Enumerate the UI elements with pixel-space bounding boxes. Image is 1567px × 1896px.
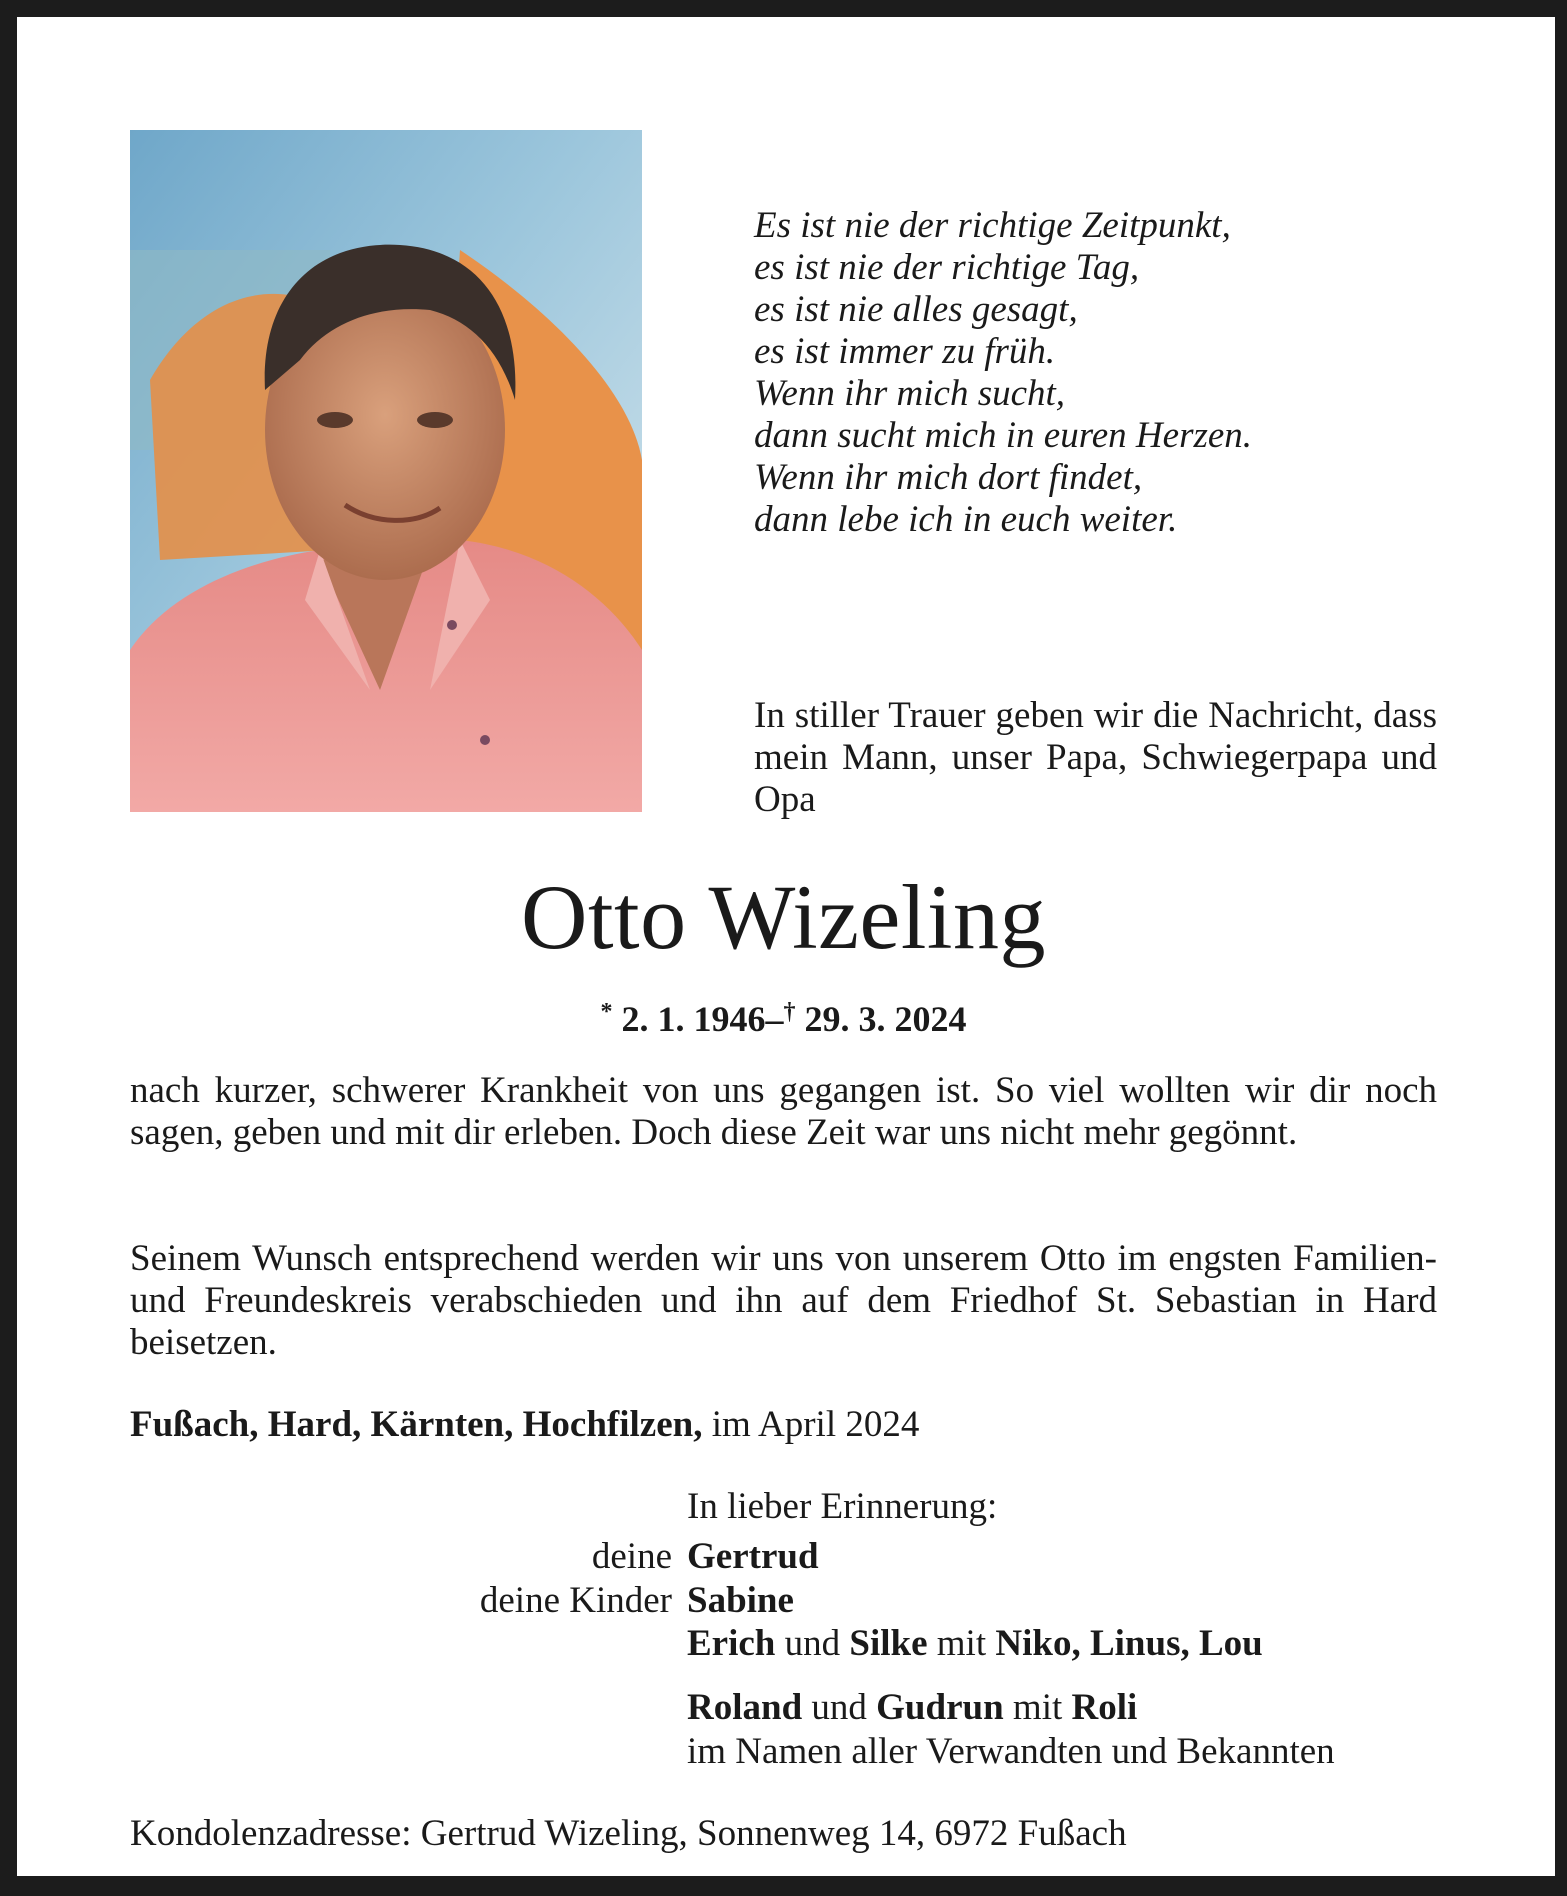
poem-line: es ist immer zu früh. <box>754 331 1056 372</box>
date-dash: – <box>765 999 784 1039</box>
poem-line: es ist nie der richtige Tag, <box>754 247 1140 288</box>
signer-child-1 <box>687 1580 794 1622</box>
poem-line: Wenn ihr mich sucht, <box>754 373 1066 414</box>
portrait-photo <box>130 130 642 812</box>
portrait-illustration <box>130 130 642 812</box>
poem-line: es ist nie alles gesagt, <box>754 289 1078 330</box>
birth-date: 2. 1. 1946 <box>621 999 766 1039</box>
signature-closing: im Namen aller Verwandten und Bekannten <box>687 1731 1335 1772</box>
child-name: Sabine <box>687 1580 794 1621</box>
relation-label-children: deine Kinder <box>479 1580 672 1621</box>
signer-wife <box>687 1536 819 1578</box>
poem <box>754 205 1474 541</box>
places: Fußach, Hard, Kärnten, Hochfilzen, <box>130 1404 703 1445</box>
relation-label-wife: deine <box>591 1536 672 1577</box>
life-dates <box>0 990 1567 1041</box>
child-name: Erich <box>687 1623 776 1664</box>
deceased-name: Otto Wizeling <box>521 866 1046 968</box>
condolence-address: Kondolenzadresse: Gertrud Wizeling, Sonnenweg 14, 6972 Fußach <box>130 1813 1127 1854</box>
place-date-line <box>130 1404 919 1446</box>
poem-line: dann sucht mich in euren Herzen. <box>754 415 1253 456</box>
wife-name: Gertrud <box>687 1536 819 1577</box>
poem-line: Es ist nie der richtige Zeitpunkt, <box>754 205 1231 246</box>
paragraph-funeral: Seinem Wunsch entsprechend werden wir uns von unserem Otto im engsten Familien- und Freundeskreis verabschieden und ihn auf dem Friedhof St. Sebastian in Hard beisetzen. <box>130 1238 1437 1363</box>
conjunction: mit <box>1003 1687 1072 1728</box>
conjunction: mit <box>927 1623 996 1664</box>
poem-line: Wenn ihr mich dort findet, <box>754 457 1143 498</box>
conjunction: und <box>802 1687 877 1728</box>
conjunction: und <box>775 1623 850 1664</box>
poem-line: dann lebe ich in euch weiter. <box>754 499 1178 540</box>
death-symbol: † <box>783 999 796 1025</box>
month-year: im April 2024 <box>702 1404 920 1445</box>
grandchildren-names: Niko, Linus, Lou <box>995 1623 1263 1664</box>
signer-line-3 <box>687 1687 1137 1729</box>
death-date: 29. 3. 2024 <box>804 999 967 1039</box>
child-name: Roland <box>687 1687 803 1728</box>
paragraph-illness: nach kurzer, schwerer Krankheit von uns gegangen ist. So viel wollten wir dir noch sagen, geben und mit dir erleben. Doch diese Zeit war uns nicht mehr gegönnt. <box>130 1070 1437 1153</box>
partner-name: Silke <box>849 1623 928 1664</box>
signer-line-2 <box>687 1623 1263 1665</box>
announcement-intro: In stiller Trauer geben wir die Nachricht, dass mein Mann, unser Papa, Schwiegerpapa und Opa <box>754 695 1437 820</box>
partner-name: Gudrun <box>876 1687 1004 1728</box>
signature-heading: In lieber Erinnerung: <box>687 1486 998 1527</box>
grandchildren-names: Roli <box>1071 1687 1138 1728</box>
birth-symbol: * <box>600 999 613 1025</box>
